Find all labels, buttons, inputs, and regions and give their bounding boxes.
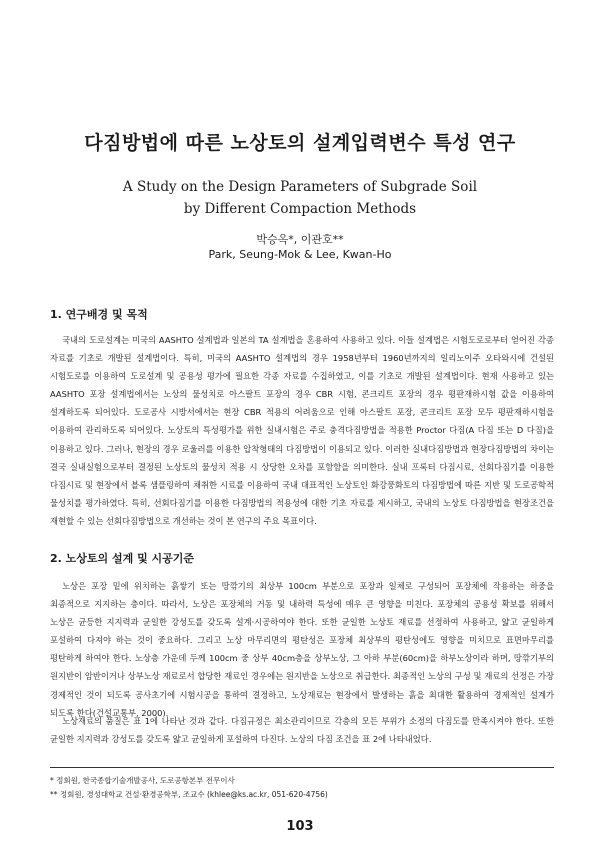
footnotes xyxy=(50,767,554,802)
section-1-heading: 1. 연구배경 및 목적 xyxy=(50,308,148,321)
section-2-body-2: 노상재료의 품질은 표 1에 나타난 것과 같다. 다짐규정은 최소관리이므로 각층의 모든 부위가 소정의 다짐도를 만족시켜야 한다. 또한 균일한 지지력과 강성도를 갖도록 얇고 균일하게 포설하여 다진다. 노상의 다짐 조건을 표 2에 나타내었다. xyxy=(50,716,554,745)
section-1-body: 국내의 도로설계는 미국의 AASHTO 설계법과 일본의 TA 설계법을 혼용하여 사용하고 있다. 이들 설계법은 시험도로로부터 얻어진 각종 자료를 기초로 개발된 설계법이다. 특히, 미국의 AASHTO 설계법의 경우 1958년부터 1960년까지의 일리노이주 오타와시에 건설된 시험도로를 이용하여 도로설계 및 공용성 평가에 필요한 각종 자료를 수집하였고, 이를 기초로 개발된 설계법이다. 현재 사용하고 있는 AASHTO 포장 설계법에서는 노상의 물성치로 아스팔트 포장의 경우 CBR 시험, 콘크리트 포장의 경우 평판재하시험 값을 이용하여 설계하도록 되어있다. 도로공사 시방서에서는 현장 CBR 적용의 어려움으로 인해 아스팔트 포장, 콘크리트 포장 모두 평판재하시험을 이용하여 관리하도록 되어있다. 노상토의 특성평가를 위한 실내시험은 주로 충격다짐방법을 적용한 Proctor 다짐(A 다짐 또는 D 다짐)을 이용하고 있다. 그러나, 현장의 경우 로울러를 이용한 압착형태의 다짐방법이 이용되고 있다. 이러한 실내다짐방법과 현장다짐방법의 차이는 결국 실내실험으로부터 결정된 노상토의 물성치 적용 시 상당한 오차를 포함함을 의미한다. 실내 프록터 다짐시료, 선회다짐기를 이용한 다짐시료 및 현장에서 블록 샘플링하여 채취한 시료를 이용하여 국내 대표적인 노상토인 화강풍화토의 다짐방법에 따른 지반 및 도로공학적 물성치를 평가하였다. 특히, 선회다짐기를 이용한 다짐방법의 적용성에 대한 기초 자료를 제시하고, 국내의 노상토 다짐방법을 현장조건을 재현할 수 있는 선회다짐방법으로 개선하는 것이 본 연구의 주요 목표이다. xyxy=(50,335,554,526)
authors-english: Park, Seung-Mok & Lee, Kwan-Ho xyxy=(208,248,392,261)
subtitle-line-2: by Different Compaction Methods xyxy=(183,201,417,217)
footnote-2: ** 정회원, 경성대학교 건설·환경공학부, 조교수 (khlee@ks.ac.kr, 051-620-4756) xyxy=(50,790,328,799)
subtitle-line-1: A Study on the Design Parameters of Subgrade Soil xyxy=(122,179,478,195)
section-2-heading: 2. 노상토의 설계 및 시공기준 xyxy=(50,552,195,565)
footnote-1: * 정회원, 한국종합기술개발공사, 도로공항본부 전무이사 xyxy=(50,776,235,785)
section-2-body-1: 노상은 포장 밑에 위치하는 흙쌓기 또는 땅깎기의 최상부 100cm 부분으로 포장과 일체로 구성되어 포장체에 작용하는 하중을 최종적으로 지지하는 층이다. 따라서, 노상은 포장체의 거동 및 내하력 특성에 매우 큰 영향을 미친다. 포장체의 공용성 확보를 위해서 노상은 균등한 지지력과 균일한 강성도를 갖도록 설계·시공하여야 한다. 또한 균일한 노상토 재료를 선정하여 사용하고, 얇고 균일하게 포설하여 다져야 하는 것이 중요하다. 그리고 노상 마무리면의 평탄성은 포장체 최상부의 평탄성에도 영향을 미치므로 표면마무리를 평탄하게 하여야 한다. 노상층 가운데 두께 100cm 중 상부 40cm층을 상부노상, 그 아하 부분(60cm)을 하부노상이라 하며, 땅깎기부의 원지반이 암반이거나 상부노상 재료로서 합당한 재료인 경우에는 원지반을 노상으로 취급한다. 최종적인 노상의 구성 및 재료의 선정은 가장 경제적인 것이 되도록 공사초기에 시험시공을 통하여 결정하고, 노상재료는 현장에서 발생하는 흙을 최대한 활용하여 경제적인 설계가 되도록 한다(건설교통부, 2000). xyxy=(50,581,554,718)
paper-subtitle xyxy=(0,176,600,220)
page-number: 103 xyxy=(286,819,314,834)
paper-title: 다짐방법에 따른 노상토의 설계입력변수 특성 연구 xyxy=(84,132,516,154)
authors-korean: 박승옥*, 이관호** xyxy=(256,233,344,246)
